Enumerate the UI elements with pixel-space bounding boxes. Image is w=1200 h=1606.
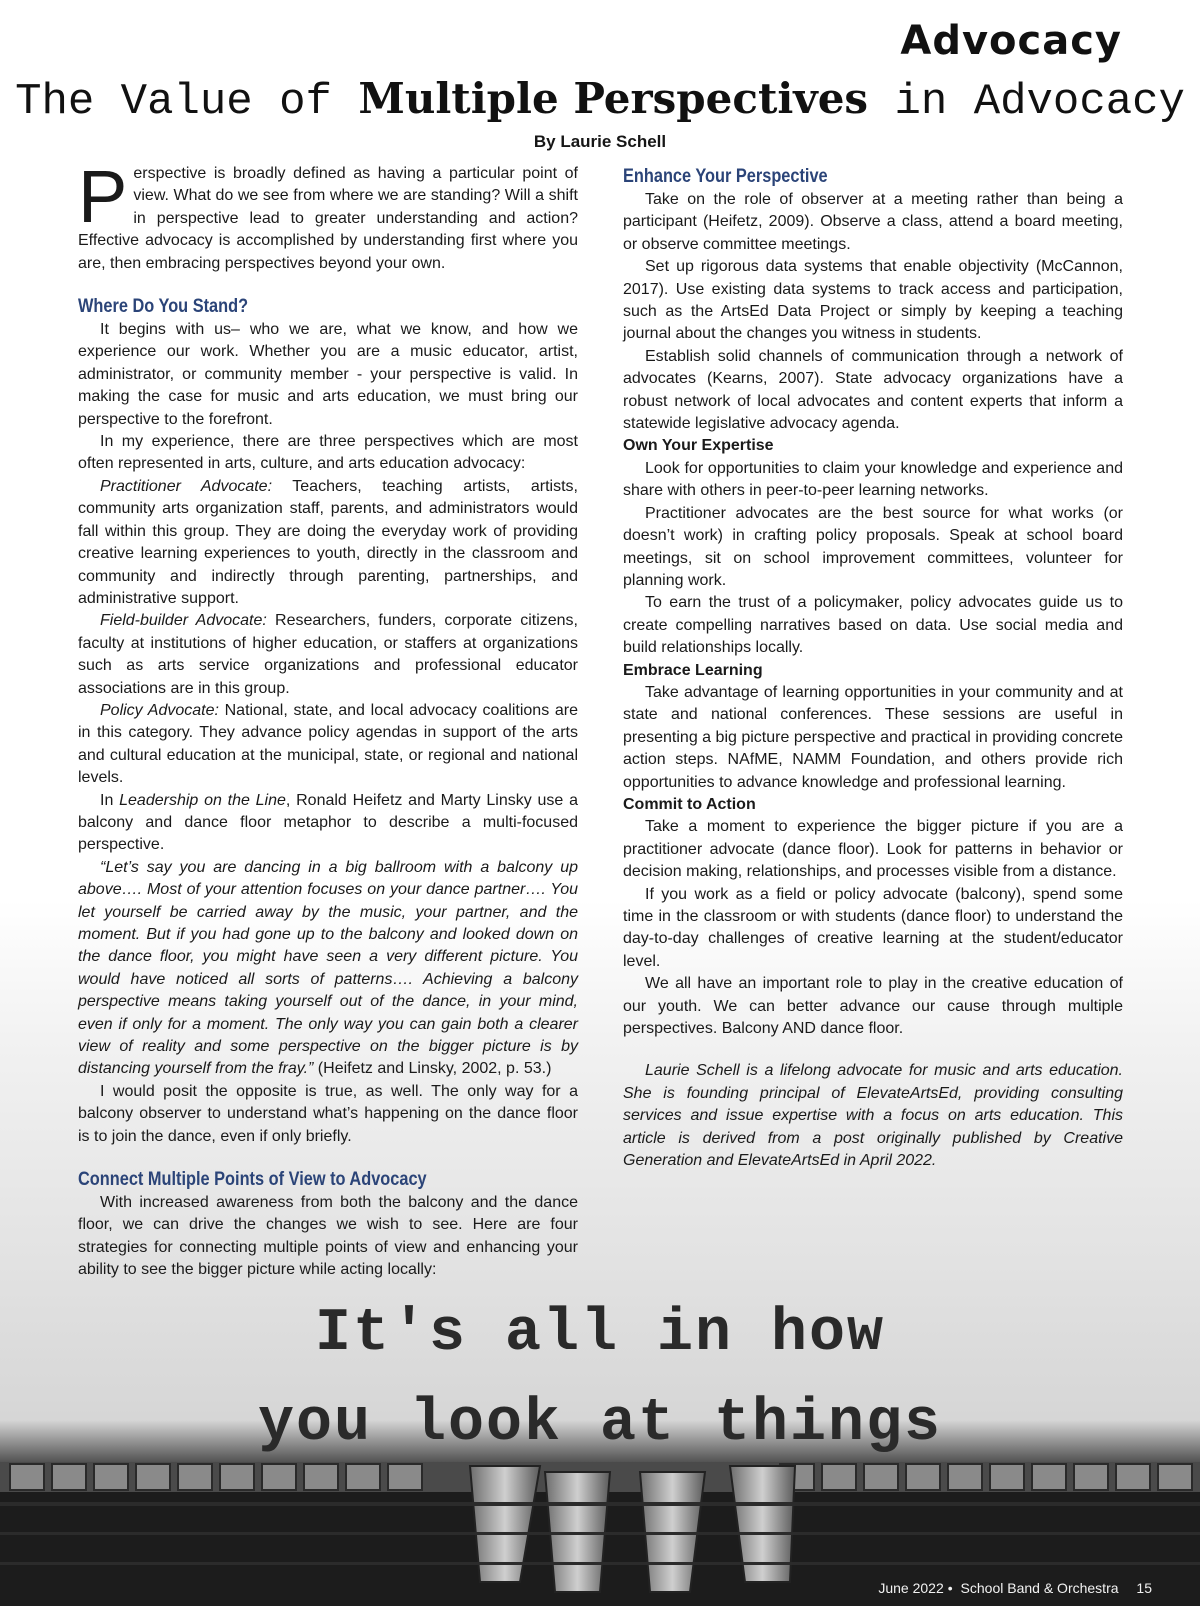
paragraph: In my experience, there are three perspectives which are most often represented in arts, culture, and arts education advocacy: [78,433,578,473]
author-bio-text: Laurie Schell is a lifelong advocate for music and arts education. She is founding principal of ElevateArtsEd, providing consulting services and issue expertise with a focus on arts education. This article is derived from a post originally published by Creative Generation and ElevateArtsEd in April 2022. [623,1062,1123,1170]
author-bio [623,1060,1123,1172]
heading-enhance-your-perspective: Enhance Your Perspective [623,166,828,187]
paragraph: It begins with us– who we are, what we know, and how we experience our work. Whether you are a music educator, artist, administrator, or community member - your perspective is valid. In making the case for music and arts education, we must bring our perspective to the forefront. [78,321,578,428]
paragraph: With increased awareness from both the balcony and the dance floor, we can drive the changes we wish to see. Here are four strategies for connecting multiple points of view and enhancing your ability to see the bigger picture while acting locally: [78,1194,578,1279]
drop-cap: P [78,155,128,238]
intro-paragraph [78,155,578,275]
paragraph: To earn the trust of a policymaker, policy advocates guide us to create compelling narratives based on data. Use social media and build relationships locally. [623,594,1123,657]
title-suffix: in Advocacy [868,77,1185,127]
quote-citation: (Heifetz and Linsky, 2002, p. 53.) [313,1060,552,1078]
term-label: Practitioner Advocate: [100,477,273,495]
paragraph: Establish solid channels of communication through a network of advocates (Kearns, 2007). State advocacy organizations have a robust network of local advocates and content experts that inform a statewide legislative advocacy agenda. [623,347,1123,433]
intro-text: erspective is broadly defined as having a particular point of view. What do we see from where we are standing? Will a shift in perspective lead to greater understanding and action? Effective advocacy is accomplished by understanding first where you are, then embracing perspectives beyond your own. [78,165,578,272]
heading-commit-to-action: Commit to Action [623,795,756,813]
paragraph: In Leadership on the Line, Ronald Heifetz and Marty Linsky use a balcony and dance floor metaphor to describe a multi-focused perspective. [78,791,578,854]
page-footer [874,1580,1152,1596]
term-label: Policy Advocate: [100,701,219,719]
footer-publication: School Band & Orchestra [960,1580,1119,1596]
paragraph: Practitioner Advocate: Teachers, teaching artists, artists, community arts organization staff, parents, and administrators would fall within this group. They are doing the everyday work of providing creative learning experiences to youth, directly in the classroom and community and indirectly through parenting, partnerships, and administrative support. [78,477,578,607]
left-column [78,155,579,1282]
quote: “Let’s say you are dancing in a big ballroom with a balcony up above…. Most of your attention focuses on your dance partner…. You let yourself be carried away by the music, your partner, and the moment. But if you had gone up to the balcony and looked down on the dance floor, you might have seen a very different picture. You would have noticed all sorts of patterns…. Achieving a balcony perspective means taking yourself out of the dance, in your mind, even if only for a moment. The only way you can gain both a clearer view of reality and some perspective on the bigger picture is by distancing yourself from the fray.” [78,858,578,1078]
paragraph: Take on the role of observer at a meeting rather than being a participant (Heifetz, 2009). Observe a class, attend a board meeting, or observe committee meetings. [623,191,1123,253]
quote-paragraph [78,857,578,1081]
paragraph: Policy Advocate: National, state, and local advocacy coalitions are in this category. They advance policy agendas in support of the arts and cultural education at the municipal, state, or regional and national levels. [78,701,579,787]
paragraph: Practitioner advocates are the best source for what works (or doesn’t work) in crafting policy proposals. Speak at school board meetings, sit on school improvement committees, volunteer for planning work. [623,504,1123,589]
byline: By Laurie Schell [533,132,667,151]
paragraph: We all have an important role to play in the creative education of our youth. We can better advance our cause through multiple perspectives. Balcony AND dance floor. [623,975,1123,1038]
term-label: Field-builder Advocate: [100,612,267,630]
heading-embrace-learning: Embrace Learning [623,661,763,679]
article-title [0,74,1200,127]
typewriter-line-1: It's all in how [314,1300,886,1368]
heading-connect-multiple-points: Connect Multiple Points of View to Advocacy [78,1169,427,1191]
paragraph: Set up rigorous data systems that enable objectivity (McCannon, 2017). Use existing data systems to track access and participation, such as the ArtsEd Data Project or simply by keeping a teaching journal about the changes you witness in students. [623,258,1123,343]
title-emphasis: Multiple Perspectives [358,74,869,123]
footer-issue-date: June 2022 [878,1580,944,1596]
footer-page-number: 15 [1136,1580,1152,1596]
section-label: Advocacy [900,18,1122,64]
paragraph: Look for opportunities to claim your knowledge and experience and share with others in peer-to-peer learning networks. [623,459,1123,500]
book-title: Leadership on the Line [119,791,286,809]
footer-separator-dot: • [947,1580,953,1596]
paragraph: If you work as a field or policy advocate (balcony), spend some time in the classroom or with students (dance floor) to understand the day-to-day challenges of creative learning at the student/educator level. [623,885,1123,970]
right-column [623,165,1123,1172]
paragraph: Field-builder Advocate: Researchers, funders, corporate citizens, faculty at institutions of higher education, or staffers at organizations such as arts service organizations and professional educator associations are in this group. [78,612,578,697]
typewriter-line-2: you look at things [257,1390,943,1458]
title-prefix: The Value of [15,77,359,127]
paragraph: I would posit the opposite is true, as well. The only way for a balcony observer to understand what’s happening on the dance floor is to join the dance, even if only briefly. [78,1082,578,1145]
heading-own-your-expertise: Own Your Expertise [623,437,774,455]
paragraph: Take a moment to experience the bigger picture if you are a practitioner advocate (dance floor). Look for patterns in behavior or decision making, relationships, and processes visible from a distance. [623,818,1123,881]
paragraph: Take advantage of learning opportunities in your community and at state and national conferences. These sessions are useful in presenting a big picture perspective and practical in providing concrete action steps. NAfME, NAMM Foundation, and others provide rich opportunities to advance knowledge and professional learning. [623,683,1123,791]
heading-where-do-you-stand: Where Do You Stand? [78,296,249,318]
